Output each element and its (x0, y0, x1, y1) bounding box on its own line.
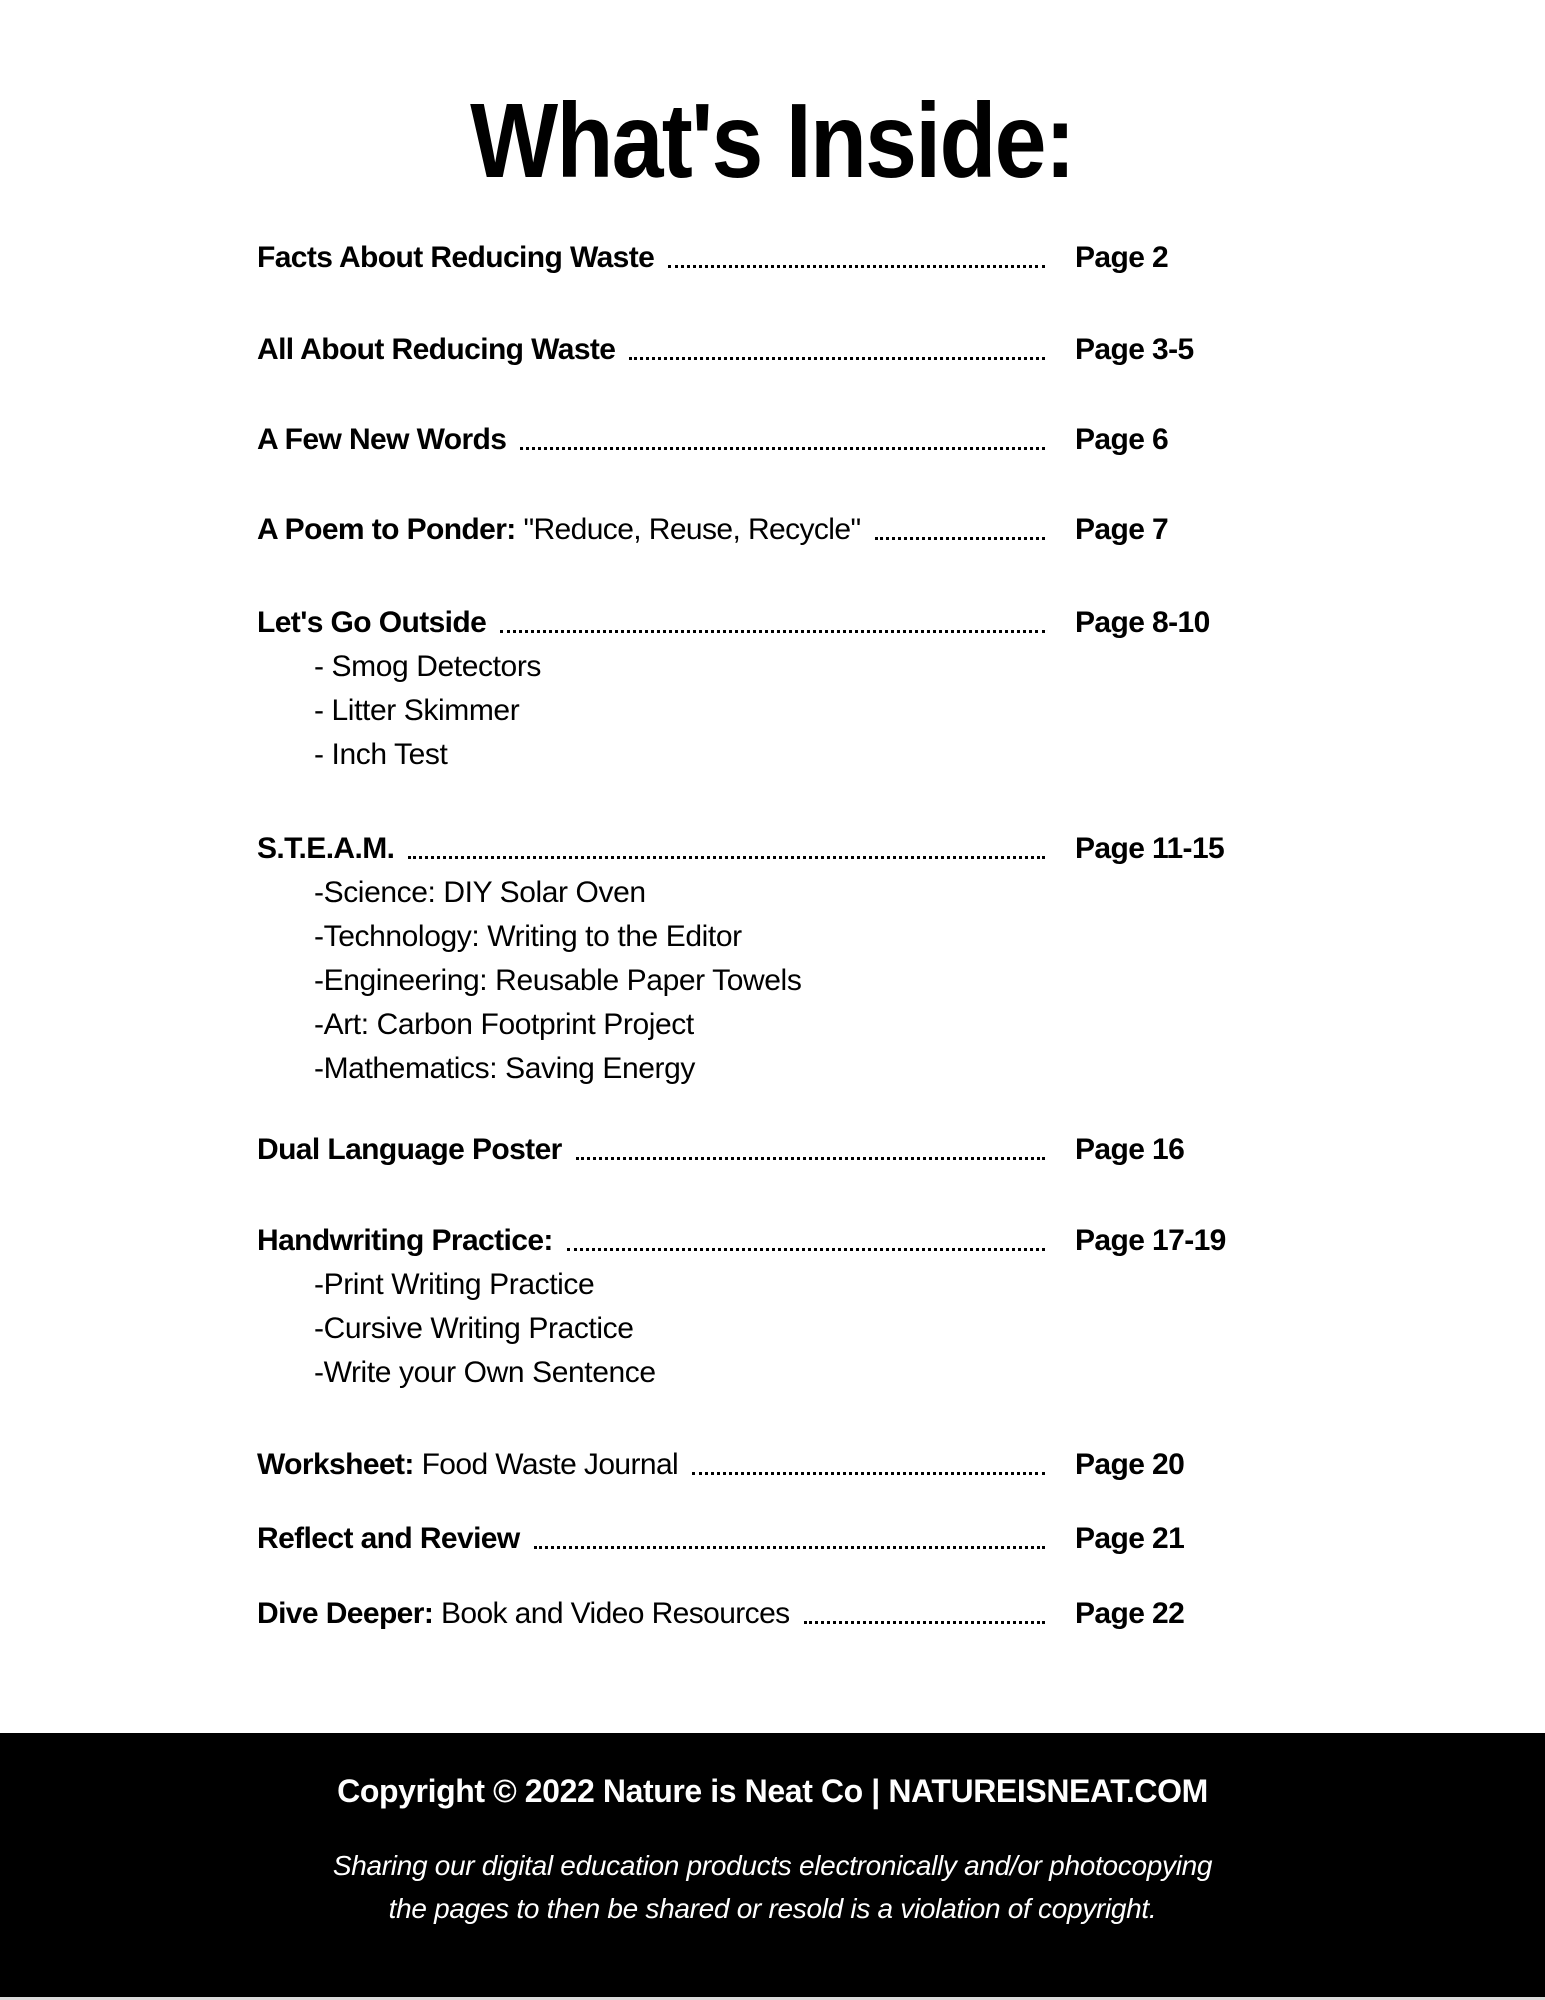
entry-title-regular: Food Waste Journal (413, 1448, 679, 1482)
dotted-leader (500, 630, 1045, 633)
toc-row (257, 328, 1245, 372)
toc-subitem: -Cursive Writing Practice (314, 1312, 634, 1346)
toc-row (257, 1592, 1245, 1636)
entry-title (257, 328, 615, 372)
disclaimer-line-1: Sharing our digital education products electronically and/or photocopying (332, 1850, 1213, 1881)
page-number: Page 11-15 (1075, 832, 1225, 866)
toc-subitem: -Technology: Writing to the Editor (314, 920, 742, 954)
page-title (0, 78, 1545, 205)
toc-subitem: - Smog Detectors (314, 650, 542, 684)
dotted-leader (567, 1248, 1045, 1251)
entry-title (257, 508, 861, 552)
entry-title (257, 1128, 562, 1172)
toc-row (257, 827, 1245, 871)
entry-title-regular: Book and Video Resources (433, 1597, 790, 1631)
toc-subitem: -Science: DIY Solar Oven (314, 876, 646, 910)
toc-entry (257, 1443, 1245, 1487)
toc-row (257, 508, 1245, 552)
toc-entry (257, 328, 1245, 372)
entry-title-bold: Facts About Reducing Waste (257, 241, 655, 275)
disclaimer-text (0, 1844, 1545, 1930)
dotted-leader (534, 1546, 1045, 1549)
entry-title (257, 1219, 553, 1263)
toc-subitem: -Art: Carbon Footprint Project (314, 1008, 694, 1042)
page-number: Page 21 (1075, 1522, 1185, 1556)
page-number: Page 20 (1075, 1448, 1185, 1482)
entry-title-bold: All About Reducing Waste (257, 333, 616, 367)
dotted-leader (668, 265, 1045, 268)
page-number: Page 8-10 (1075, 606, 1210, 640)
entry-title (257, 418, 506, 462)
toc-row (257, 1443, 1245, 1487)
toc-entry (257, 1219, 1245, 1395)
entry-title-bold: A Few New Words (257, 423, 507, 457)
page-number: Page 22 (1075, 1597, 1185, 1631)
entry-title-bold: S.T.E.A.M. (257, 832, 395, 866)
entry-title-bold: Let's Go Outside (257, 606, 487, 640)
toc-subitem: - Litter Skimmer (314, 694, 520, 728)
entry-title-bold: Worksheet: (257, 1448, 414, 1482)
toc-subitem: - Inch Test (314, 738, 448, 772)
page-number: Page 7 (1075, 513, 1169, 547)
toc-entry (257, 827, 1245, 1091)
page-number: Page 17-19 (1075, 1224, 1226, 1258)
entry-title (257, 827, 394, 871)
copyright-footer (0, 1733, 1545, 2000)
toc-entry (257, 508, 1245, 552)
toc-subitem: -Mathematics: Saving Energy (314, 1052, 696, 1086)
entry-title-regular: "Reduce, Reuse, Recycle" (515, 513, 861, 547)
dotted-leader (875, 537, 1046, 540)
toc-subitem: -Engineering: Reusable Paper Towels (314, 964, 802, 998)
toc-subitem: -Print Writing Practice (314, 1268, 595, 1302)
entry-title-bold: Dual Language Poster (257, 1133, 562, 1167)
toc-row (257, 1219, 1245, 1263)
dotted-leader (576, 1157, 1045, 1160)
table-of-contents (0, 236, 1245, 1636)
toc-entry (257, 601, 1245, 777)
entry-title-bold: A Poem to Ponder: (257, 513, 516, 547)
page-number: Page 3-5 (1075, 333, 1194, 367)
toc-row (257, 1128, 1245, 1172)
entry-title (257, 1592, 790, 1636)
toc-entry (257, 1128, 1245, 1172)
dotted-leader (408, 856, 1045, 859)
page-number: Page 2 (1075, 241, 1169, 275)
toc-entry (257, 236, 1245, 280)
dotted-leader (520, 447, 1045, 450)
toc-entry (257, 418, 1245, 462)
entry-title-bold: Dive Deeper: (257, 1597, 434, 1631)
entry-title (257, 236, 654, 280)
page-number: Page 6 (1075, 423, 1169, 457)
entry-title (257, 1517, 520, 1561)
dotted-leader (629, 357, 1045, 360)
toc-row (257, 236, 1245, 280)
page-number: Page 16 (1075, 1133, 1185, 1167)
toc-entry (257, 1517, 1245, 1561)
dotted-leader (804, 1621, 1045, 1624)
toc-row (257, 418, 1245, 462)
entry-title-bold: Reflect and Review (257, 1522, 520, 1556)
dotted-leader (692, 1472, 1045, 1475)
entry-title (257, 1443, 678, 1487)
toc-row (257, 601, 1245, 645)
copyright-line: Copyright © 2022 Nature is Neat Co | NATUREISNEAT.COM (337, 1773, 1208, 1809)
entry-title-bold: Handwriting Practice: (257, 1224, 553, 1258)
toc-row (257, 1517, 1245, 1561)
toc-entry (257, 1592, 1245, 1636)
page-title-text: What's Inside: (470, 82, 1075, 200)
entry-title (257, 601, 486, 645)
toc-subitem: -Write your Own Sentence (314, 1356, 656, 1390)
toc-subitems (257, 1263, 1245, 1395)
disclaimer-line-2: the pages to then be shared or resold is a violation of copyright. (388, 1893, 1157, 1924)
toc-subitems (257, 871, 1245, 1091)
toc-subitems (257, 645, 1245, 777)
